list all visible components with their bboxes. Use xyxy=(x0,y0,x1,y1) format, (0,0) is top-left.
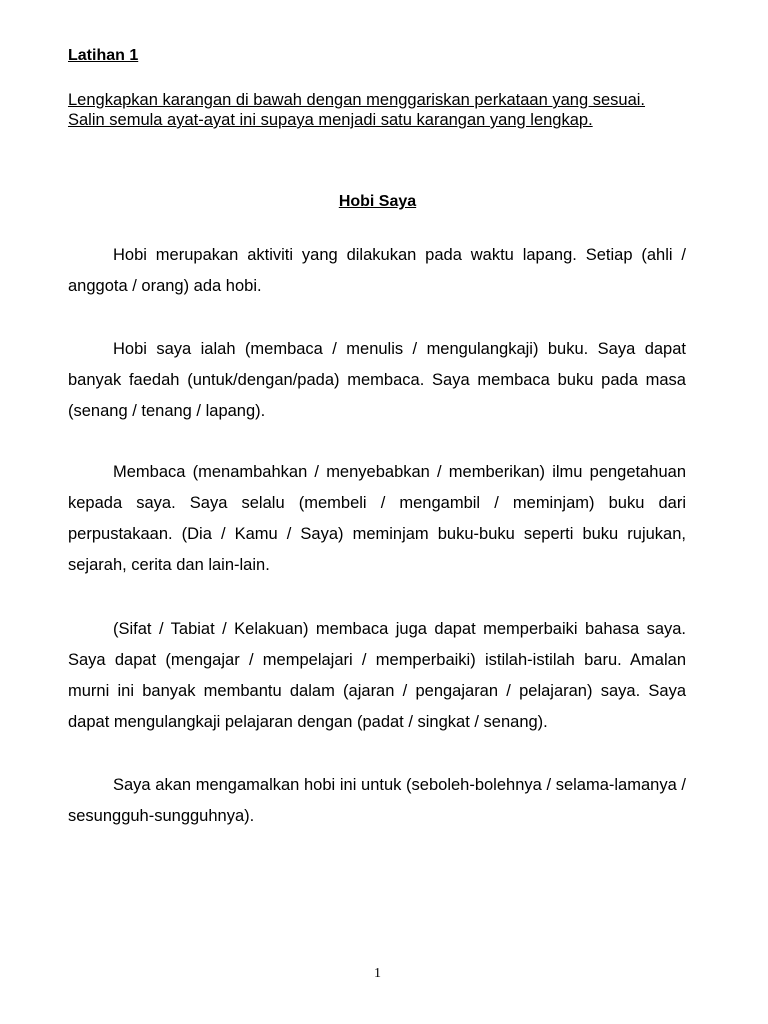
instructions xyxy=(68,90,708,130)
essay-paragraph: Saya akan mengamalkan hobi ini untuk (seboleh-bolehnya / selama-lamanya / sesungguh-sungguhnya). xyxy=(68,776,686,825)
instruction-line: Lengkapkan karangan di bawah dengan menggariskan perkataan yang sesuai. xyxy=(68,91,646,109)
page-number: 1 xyxy=(374,966,381,981)
essay-paragraph: Membaca (menambahkan / menyebabkan / memberikan) ilmu pengetahuan kepada saya. Saya selalu (membeli / mengambil / meminjam) buku dari perpustakaan. (Dia / Kamu / Saya) meminjam buku-buku seperti buku rujukan, sejarah, cerita dan lain-lain. xyxy=(68,463,686,574)
essay-paragraph: (Sifat / Tabiat / Kelakuan) membaca juga dapat memperbaiki bahasa saya. Saya dapat (mengajar / mempelajari / memperbaiki) istilah-istilah baru. Amalan murni ini banyak membantu dalam (ajaran / pengajaran / pelajaran) saya. Saya dapat mengulangkaji pelajaran dengan (padat / singkat / senang). xyxy=(68,620,686,731)
instruction-line: Salin semula ayat-ayat ini supaya menjadi satu karangan yang lengkap. xyxy=(68,111,593,129)
essay-paragraph: Hobi merupakan aktiviti yang dilakukan pada waktu lapang. Setiap (ahli / anggota / orang) ada hobi. xyxy=(68,246,686,295)
essay-title: Hobi Saya xyxy=(338,193,417,210)
essay-paragraph: Hobi saya ialah (membaca / menulis / mengulangkaji) buku. Saya dapat banyak faedah (untuk/dengan/pada) membaca. Saya membaca buku pada masa (senang / tenang / lapang). xyxy=(68,340,686,420)
exercise-title: Latihan 1 xyxy=(68,47,139,64)
